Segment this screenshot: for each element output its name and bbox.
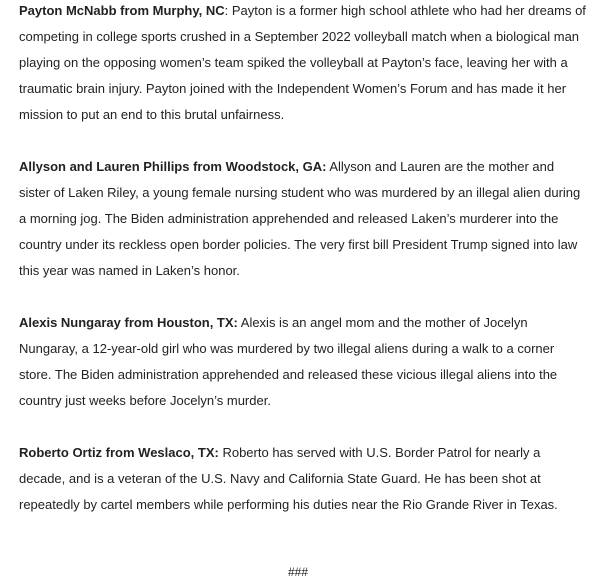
entry-phillips — [19, 154, 587, 284]
entry-payton-mcnabb — [19, 0, 587, 128]
entry-name: Roberto Ortiz from Weslaco, TX: — [19, 445, 219, 460]
entry-name: Payton McNabb from Murphy, NC — [19, 3, 225, 18]
end-mark: ### — [288, 565, 309, 579]
entry-name: Allyson and Lauren Phillips from Woodstock, GA: — [19, 159, 327, 174]
entry-text: Roberto has served with U.S. Border Patrol for nearly a decade, and is a veteran of the U.S. Navy and California State Guard. He has been shot at repeatedly by cartel members while performing his duties near the Rio Grande River in Texas. — [19, 445, 558, 512]
document-body — [19, 0, 587, 544]
entry-text: Allyson and Lauren are the mother and sister of Laken Riley, a young female nursing student who was murdered by an illegal alien during a morning jog. The Biden administration apprehended and released Laken’s murderer into the country under its reckless open border policies. The very first bill President Trump signed into law this year was named in Laken’s honor. — [19, 159, 581, 278]
entry-text: : Payton is a former high school athlete who had her dreams of competing in college sports crushed in a September 2022 volleyball match when a biological man playing on the opposing women’s team spiked the volleyball at Payton’s face, leaving her with a traumatic brain injury. Payton joined with the Independent Women’s Forum and has made it her mission to put an end to this brutal unfairness. — [19, 3, 586, 122]
entry-name: Alexis Nungaray from Houston, TX: — [19, 315, 238, 330]
entry-alexis-nungaray — [19, 310, 587, 414]
entry-roberto-ortiz — [19, 440, 587, 518]
entry-text: Alexis is an angel mom and the mother of Jocelyn Nungaray, a 12-year-old girl who was murdered by two illegal aliens during a walk to a corner store. The Biden administration apprehended and released these vicious illegal aliens into the country just weeks before Jocelyn’s murder. — [19, 315, 558, 408]
